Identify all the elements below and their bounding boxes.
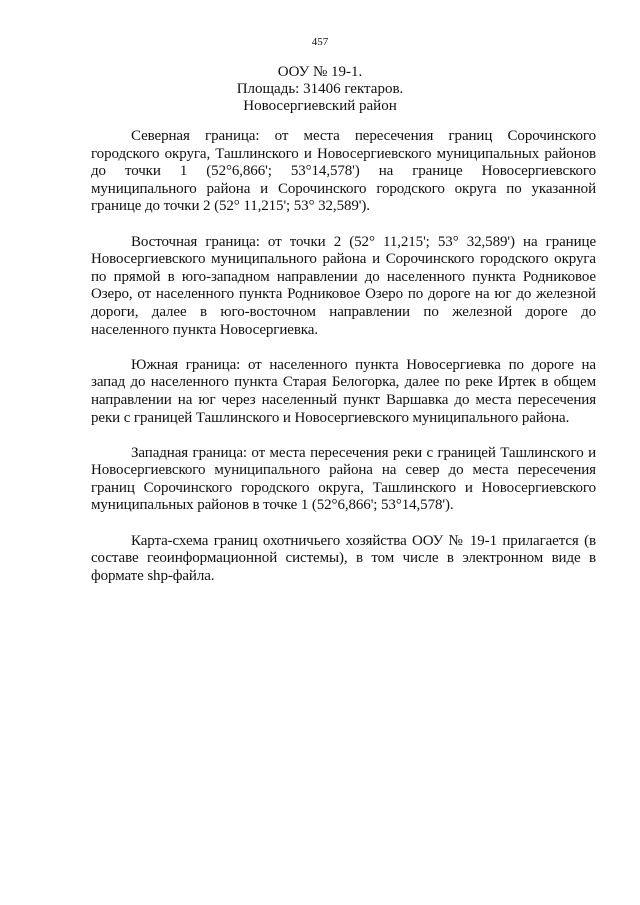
north-boundary-paragraph: Северная граница: от места пересечения границ Сорочинского городского округа, Ташлинского и Новосергиевского муниципальных районов до точки 1 (52°6,866'; 53°14,578') на границе Новосергиевского муниципального района и Сорочинского городского округа по указанной границе до точки 2 (52° 11,215'; 53° 32,589'). <box>91 128 596 215</box>
document-body <box>91 128 596 603</box>
west-boundary-paragraph: Западная граница: от места пересечения реки с границей Ташлинского и Новосергиевского муниципального района на север до места пересечения границ Сорочинского городского округа, Ташлинского и Новосергиевского муниципальных районов в точке 1 (52°6,866'; 53°14,578'). <box>91 444 596 514</box>
page-number: 457 <box>311 36 329 48</box>
map-note-paragraph: Карта-схема границ охотничьего хозяйства ООУ № 19-1 прилагается (в составе геоинформационной системы), в том числе в электронном виде в формате shp-файла. <box>91 532 596 584</box>
hunting-ground-title: ООУ № 19-1. <box>277 64 363 80</box>
area-line: Площадь: 31406 гектаров. <box>236 81 404 97</box>
document-header <box>0 64 640 115</box>
east-boundary-paragraph: Восточная граница: от точки 2 (52° 11,215'; 53° 32,589') на границе Новосергиевского муниципального района и Сорочинского городского округа по прямой в юго-западном направлении до населенного пункта Родниковое Озеро, от населенного пункта Родниковое Озеро по дороге на юг до железной дороги, далее в юго-восточном направлении по железной дороге до населенного пункта Новосергиевка. <box>91 233 596 338</box>
south-boundary-paragraph: Южная граница: от населенного пункта Новосергиевка по дороге на запад до населенного пункта Старая Белогорка, далее по реке Иртек в общем направлении на юг через населенный пункт Варшавка до места пересечения реки с границей Ташлинского и Новосергиевского муниципального района. <box>91 356 596 426</box>
district-line: Новосергиевский район <box>243 98 397 114</box>
